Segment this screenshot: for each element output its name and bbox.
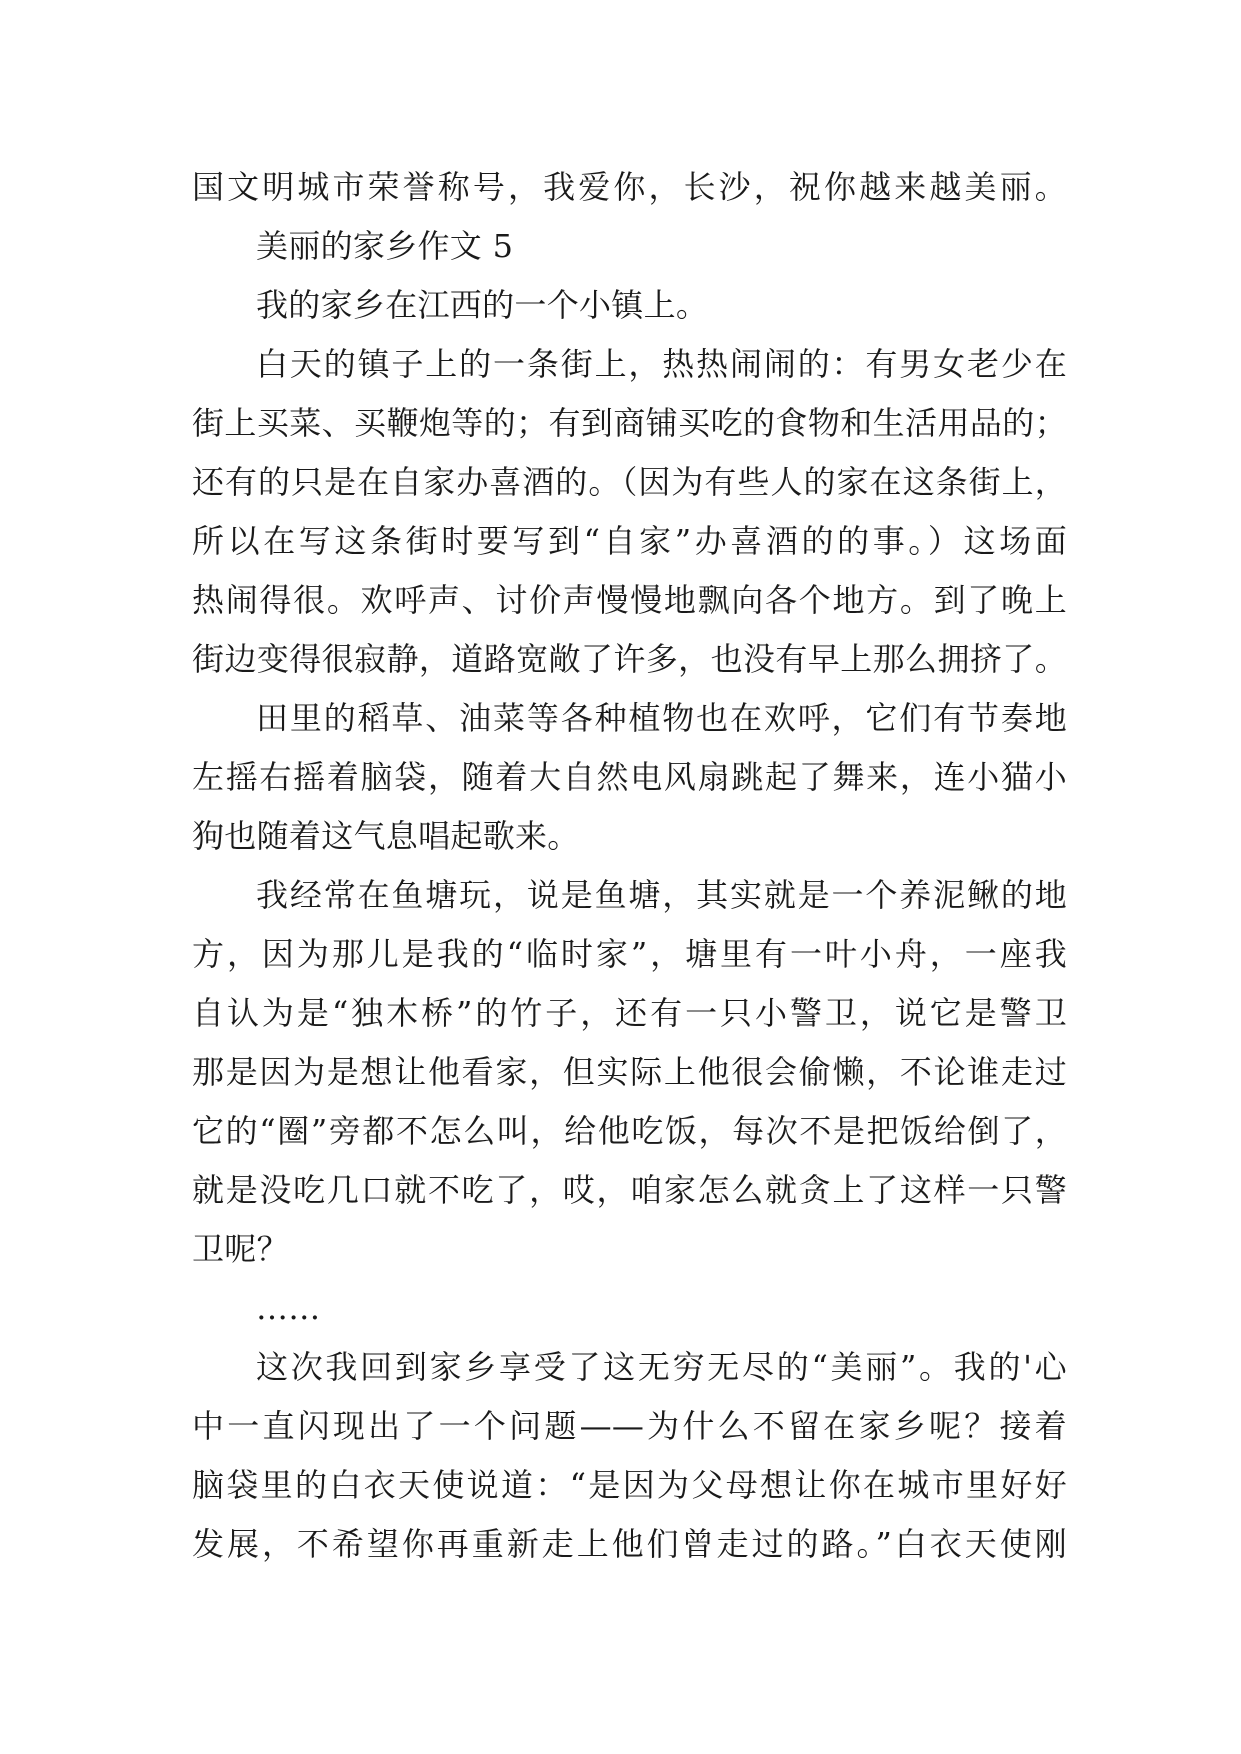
text-line: 白天的镇子上的一条街上，热热闹闹的：有男女老少在 xyxy=(256,345,1067,383)
text-line: 发展，不希望你再重新走上他们曾走过的路。”白衣天使刚 xyxy=(192,1525,1067,1563)
text-line: 这次我回到家乡享受了这无穷无尽的“美丽”。我的'心 xyxy=(256,1348,1067,1386)
ellipsis-line: …… xyxy=(256,1289,321,1327)
text-line: 它的“圈”旁都不怎么叫，给他吃饭，每次不是把饭给倒了， xyxy=(192,1112,1067,1150)
text-line: 田里的稻草、油菜等各种植物也在欢呼，它们有节奏地 xyxy=(256,699,1067,737)
document-body xyxy=(192,158,1067,1574)
text-line: 我的家乡在江西的一个小镇上。 xyxy=(256,286,709,324)
text-line: 自认为是“独木桥”的竹子，还有一只小警卫，说它是警卫 xyxy=(192,994,1067,1032)
text-line: 脑袋里的白衣天使说道：“是因为父母想让你在城市里好好 xyxy=(192,1466,1067,1504)
text-line: 方，因为那儿是我的“临时家”，塘里有一叶小舟，一座我 xyxy=(192,935,1067,973)
text-line: 街边变得很寂静，道路宽敞了许多，也没有早上那么拥挤了。 xyxy=(192,640,1067,678)
text-line: 卫呢？ xyxy=(192,1230,289,1268)
text-line: 就是没吃几口就不吃了，哎，咱家怎么就贪上了这样一只警 xyxy=(192,1171,1067,1209)
text-line: 街上买菜、买鞭炮等的；有到商铺买吃的食物和生活用品的； xyxy=(192,404,1067,442)
text-line: 所以在写这条街时要写到“自家”办喜酒的的事。）这场面 xyxy=(192,522,1067,560)
text-line: 热闹得很。欢呼声、讨价声慢慢地飘向各个地方。到了晚上 xyxy=(192,581,1067,619)
text-line: 还有的只是在自家办喜酒的。（因为有些人的家在这条街上， xyxy=(192,463,1067,501)
text-line: 那是因为是想让他看家，但实际上他很会偷懒，不论谁走过 xyxy=(192,1053,1067,1091)
text-line: 狗也随着这气息唱起歌来。 xyxy=(192,817,580,855)
text-line: 中一直闪现出了一个问题——为什么不留在家乡呢？接着 xyxy=(192,1407,1067,1445)
essay-heading: 美丽的家乡作文 5 xyxy=(256,227,514,265)
text-line: 我经常在鱼塘玩，说是鱼塘，其实就是一个养泥鳅的地 xyxy=(256,876,1067,914)
text-line: 左摇右摇着脑袋，随着大自然电风扇跳起了舞来，连小猫小 xyxy=(192,758,1067,796)
text-line: 国文明城市荣誉称号，我爱你，长沙，祝你越来越美丽。 xyxy=(192,168,1067,206)
